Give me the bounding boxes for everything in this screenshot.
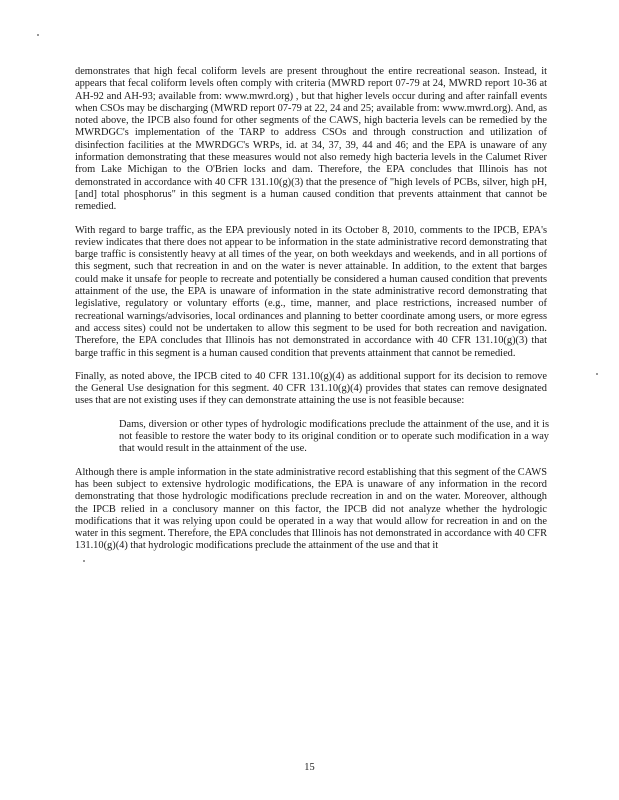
paragraph-fecal-coliform: demonstrates that high fecal coliform levels are present throughout the entire recreational season. Instead, it appears that fecal coliform levels often comply with criteria (MWRD report 07-79 at 24, MWRD report 10-36 at AH-92 and AH-93; available from: www.mwrd.org) , but that higher levels occur during and after rainfall events when CSOs may be discharging (MWRD report 07-79 at 22, 24 and 25; available from: www.mwrd.org). And, as noted above, the IPCB also found for other segments of the CAWS, high bacteria levels can be remedied by the MWRDGC's implementation of the TARP to address CSOs and through construction and utilization of disinfection facilities at the MWRDGC's WRPs, id. at 34, 37, 39, 44 and 46; and the EPA is unaware of any information demonstrating that these measures would not also remedy high bacteria levels in the Calumet River from Lake Michigan to the O'Brien locks and dam. Therefore, the EPA concludes that Illinois has not demonstrated in accordance with 40 CFR 131.10(g)(3) that the presence of "high levels of PCBs, silver, high pH, [and] total phosphorus" in this segment is a human caused condition that prevents attainment that cannot be remedied. xyxy=(75,66,547,213)
page-number: 15 xyxy=(304,762,315,773)
paragraph-barge-traffic: With regard to barge traffic, as the EPA previously noted in its October 8, 2010, comments to the IPCB, EPA's review indicates that there does not appear to be information in the state administrative record demonstrating that barge traffic is consistently heavy at all times of the year, on both weekdays and weekends, and in all portions of this segment, such that recreation in and on the water is never attainable. In addition, to the extent that barges could make it unsafe for people to recreate and potentially be considered a human caused condition that prevents attainment of the use, the EPA is unaware of information in the state administrative record demonstrating that legislative, regulatory or voluntary efforts (e.g., time, manner, and place restrictions, increased number of recreational warnings/advisories, local ordinances and planning to better coordinate among users, or more egress and access sites) could not be undertaken to allow this segment to be used for both recreation and navigation. Therefore, the EPA concludes that Illinois has not demonstrated in accordance with 40 CFR 131.10(g)(3) that barge traffic in this segment is a human caused condition that prevents attainment that cannot be remedied. xyxy=(75,224,547,359)
paragraph-hydrologic-intro: Finally, as noted above, the IPCB cited to 40 CFR 131.10(g)(4) as additional support for its decision to remove the General Use designation for this segment. 40 CFR 131.10(g)(4) provides that states can remove designated uses that are not existing uses if they can demonstrate attaining the use is not feasible because: xyxy=(75,370,547,407)
block-quote-regulation: Dams, diversion or other types of hydrologic modifications preclude the attainment of the use, and it is not feasible to restore the water body to its original condition or to operate such modification in a way that would result in the attainment of the use. xyxy=(119,418,549,455)
scan-speck xyxy=(37,34,39,36)
document-body xyxy=(75,66,547,564)
paragraph-hydrologic-conclusion: Although there is ample information in the state administrative record establishing that this segment of the CAWS has been subject to extensive hydrologic modifications, the EPA is unaware of any information in the record demonstrating that those hydrologic modifications preclude recreation in and on the water. Moreover, although the IPCB relied in a conclusory manner on this factor, the IPCB did not analyze whether the hydrologic modifications that it was relying upon could be operated in a way that would allow for recreation in and on the water in this segment. Therefore, the EPA concludes that Illinois has not demonstrated in accordance with 40 CFR 131.10(g)(4) that hydrologic modifications preclude the attainment of the use and that it xyxy=(75,466,547,552)
scan-speck xyxy=(596,373,598,375)
